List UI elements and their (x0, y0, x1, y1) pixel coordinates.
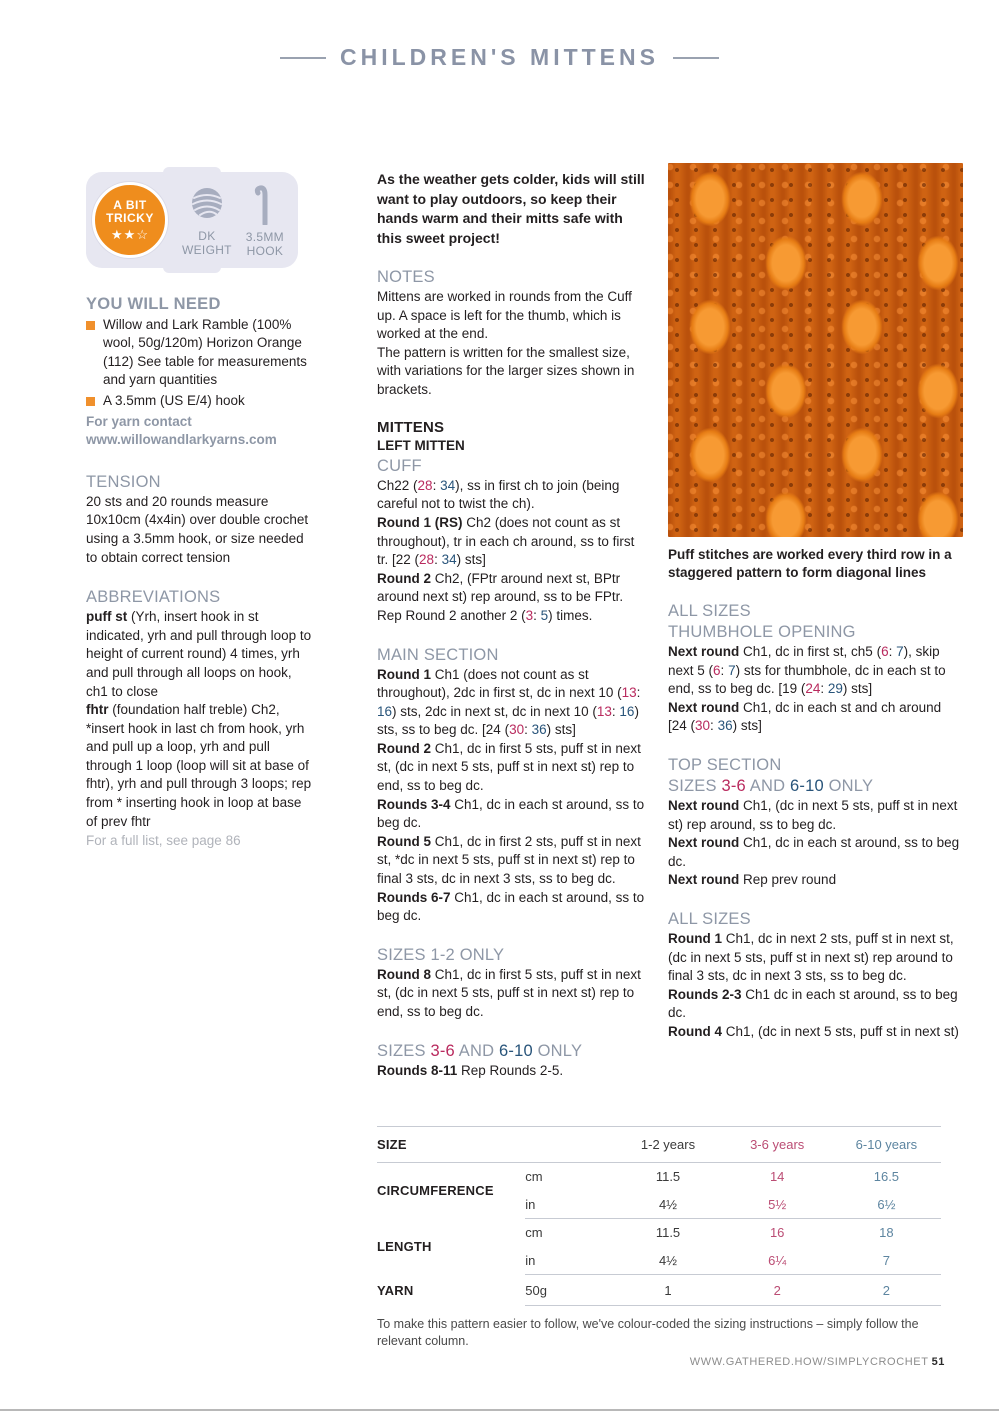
thumbhole-instructions (668, 643, 963, 736)
pattern-line: Round 2 Ch2, (FPtr around next st, BPtr around next st) rep around, ss to be FPtr. (377, 570, 624, 605)
yarn-contact-url: www.willowandlarkyarns.com (86, 432, 277, 448)
footer-url: WWW.GATHERED.HOW/SIMPLYCROCHET (689, 1356, 929, 1368)
col-header-6-10: 6-10 years (832, 1127, 941, 1163)
left-column (86, 172, 314, 851)
abbreviations-entries (86, 608, 314, 831)
top-section (668, 755, 963, 890)
tension-body: 20 sts and 20 rounds measure 10x10cm (4x4in) over double crochet using a 3.5mm hook, or size needed to obtain correct tension (86, 493, 309, 565)
pattern-line: Next round Ch1, dc in each st around, ss to beg dc. (668, 835, 960, 869)
yarn-label: YARN (377, 1282, 414, 1298)
bullet-square-icon (86, 321, 95, 330)
yarn-weight-badge (182, 184, 232, 257)
pattern-line: Round 1 Ch1, dc in next 2 sts, puff st in next st, (dc in next 5 sts, puff st in next st) rep around to final 3 sts, dc in next 3 sts, ss to beg dc. (668, 930, 954, 984)
mittens-heading: MITTENS (377, 418, 445, 436)
left-mitten-heading: LEFT MITTEN (377, 438, 465, 454)
yarn-contact-label: For yarn contact (86, 413, 192, 429)
pattern-line: Rep Round 2 another 2 (3: 5) times. (377, 607, 593, 623)
pattern-line: Next round Rep prev round (668, 872, 837, 888)
yarn-ball-icon (187, 184, 227, 224)
difficulty-stars-icon: ★★☆ (111, 226, 149, 242)
top-section-sizes-heading: SIZES 3-6 AND 6-10 ONLY (668, 776, 874, 795)
main-section-instructions (377, 666, 649, 926)
notes-heading: NOTES (377, 268, 435, 286)
main-section-heading: MAIN SECTION (377, 645, 499, 664)
tension-heading: TENSION (86, 472, 161, 491)
col-header-3-6: 3-6 years (723, 1127, 832, 1163)
sizes-3-6-10-heading: SIZES 3-6 AND 6-10 ONLY (377, 1041, 583, 1060)
page-header (0, 44, 999, 71)
thumbhole-heading: THUMBHOLE OPENING (668, 623, 856, 641)
bullet-square-icon (86, 397, 95, 406)
pattern-line: Next round Ch1, (dc in next 5 sts, puff st in next st) rep around, ss to beg dc. (668, 797, 958, 832)
you-will-need-section (86, 295, 314, 450)
sizes-1-2-section (377, 945, 649, 1022)
sizes-1-2-instructions (377, 966, 649, 1022)
title-rule-left (280, 57, 326, 59)
materials-list-item: Willow and Lark Ramble (100% wool, 50g/120m) Horizon Orange (112) See table for measurements and yarn quantities (86, 316, 314, 390)
pattern-line: Rounds 3-4 Ch1, dc in each st around, ss to beg dc. (377, 796, 645, 831)
cuff-heading: CUFF (377, 456, 422, 475)
difficulty-badge (92, 182, 168, 258)
hook-size-badge (246, 183, 284, 258)
difficulty-label-line2: TRICKY (106, 210, 154, 225)
top-section-instructions (668, 797, 963, 890)
difficulty-label-line1: A BIT (113, 197, 147, 212)
materials-list-item: A 3.5mm (US E/4) hook (86, 392, 314, 411)
page-footer (690, 1356, 945, 1368)
page-title: CHILDREN'S MITTENS (340, 44, 659, 70)
mittens-section (377, 419, 649, 626)
materials-list (86, 316, 314, 411)
cuff-instructions (377, 477, 649, 626)
crochet-swatch-photo (668, 163, 963, 537)
middle-column (377, 170, 649, 1080)
title-rule-right (673, 57, 719, 59)
pattern-line: Round 5 Ch1, dc in first 2 sts, puff st in next st, *dc in next 5 sts, puff st in next st) rep to final 3 sts, dc in next 3 sts, ss to beg dc. (377, 833, 641, 887)
sizing-table-section (377, 1126, 941, 1349)
all-sizes-end-section (668, 909, 963, 1042)
notes-paragraph: Mittens are worked in rounds from the Cuff up. A space is left for the thumb, which is worked at the end. (377, 289, 632, 342)
notes-section (377, 267, 649, 400)
page-number: 51 (931, 1356, 945, 1368)
size-row-label: SIZE (377, 1127, 525, 1163)
pattern-line: Round 1 Ch1 (does not count as st throughout), 2dc in first st, dc in next 10 (13: 16) sts, 2dc in next st, dc in next 10 (13: 16) sts, ss to beg dc. [24 (30: 36) sts] (377, 666, 641, 738)
yarn-weight-label: DK WEIGHT (182, 228, 232, 257)
length-label: LENGTH (377, 1239, 432, 1254)
you-will-need-heading: YOU WILL NEED (86, 295, 221, 313)
thumbhole-section (668, 601, 963, 736)
difficulty-plaque (86, 172, 298, 268)
pattern-line: Round 8 Ch1, dc in first 5 sts, puff st in next st, (dc in next 5 sts, puff st in next st) rep to end, ss to beg dc. (377, 966, 641, 1019)
sizes-3-6-10-section (377, 1041, 649, 1081)
sizes-1-2-heading: SIZES 1-2 ONLY (377, 945, 505, 964)
photo-caption: Puff stitches are worked every third row in a staggered pattern to form diagonal lines (668, 547, 952, 580)
pattern-line: Ch22 (28: 34), ss in first ch to join (being careful not to twist the ch). (377, 477, 620, 512)
table-note: To make this pattern easier to follow, we've colour-coded the sizing instructions – simply follow the relevant column. (377, 1317, 919, 1348)
page-edge (0, 1409, 999, 1411)
all-sizes-heading: ALL SIZES (668, 602, 751, 620)
pattern-line: Next round Ch1, dc in first st, ch5 (6: 7), skip next 5 (6: 7) sts for thumbhole, dc in each st to end, ss to beg dc. [19 (24: 29) sts] (668, 644, 946, 697)
all-sizes-end-heading: ALL SIZES (668, 909, 751, 928)
crochet-hook-icon (254, 183, 276, 225)
circumference-label: CIRCUMFERENCE (377, 1183, 494, 1199)
pattern-line: Round 4 Ch1, (dc in next 5 sts, puff st in next st) (668, 1023, 959, 1039)
notes-paragraph: The pattern is written for the smallest size, with variations for the larger sizes shown in brackets. (377, 344, 635, 397)
pattern-line: fhtr (foundation half treble) Ch2, *insert hook in last ch from hook, yrh and pull up a loop, yrh and pull through 1 loop (loop will sit at base of fhtr), yrh and pull through 3 loops; rep from * inserting hook in loop at base of prev fhtr (86, 702, 312, 829)
abbreviations-section (86, 587, 314, 851)
top-section-heading: TOP SECTION (668, 755, 782, 774)
sizes-3-6-10-instructions (377, 1062, 649, 1081)
all-sizes-end-instructions (668, 930, 963, 1042)
abbreviations-heading: ABBREVIATIONS (86, 588, 221, 607)
col-header-1-2: 1-2 years (613, 1127, 722, 1163)
main-section (377, 645, 649, 926)
pattern-line: Rounds 8-11 Rep Rounds 2-5. (377, 1062, 564, 1078)
pattern-line: Round 2 Ch1, dc in first 5 sts, puff st in next st, (dc in next 5 sts, puff st in next st) rep to end, ss to beg dc. (377, 740, 641, 794)
hook-size-label: 3.5MM HOOK (245, 229, 284, 258)
tension-section (86, 472, 314, 567)
pattern-line: Rounds 2-3 Ch1 dc in each st around, ss to beg dc. (668, 986, 958, 1021)
abbreviations-footnote: For a full list, see page 86 (86, 833, 241, 849)
sizing-table: SIZE 1-2 years 3-6 years 6-10 years CIRCUMFERENCE cm 11.5 14 16.5 in 4½ 5½ 6½ LENGTH cm 11.5 16 18 in 4½ 6¼ 7 YARN 50g 1 2 2 (377, 1126, 941, 1306)
pattern-line: puff st (Yrh, insert hook in st indicated, yrh and pull through loop to height of current round) 4 times, yrh and pull through all loops on hook, ch1 to close (86, 609, 312, 699)
intro-text: As the weather gets colder, kids will still want to play outdoors, so keep their hands warm and their mitts safe with this sweet project! (377, 171, 645, 246)
pattern-line: Round 1 (RS) Ch2 (does not count as st throughout), tr in each ch around, ss to first tr. [22 (28: 34) sts] (377, 514, 635, 568)
pattern-line: Rounds 6-7 Ch1, dc in each st around, ss to beg dc. (377, 889, 645, 924)
pattern-line: Next round Ch1, dc in each st and ch around [24 (30: 36) sts] (668, 699, 942, 734)
right-column (668, 163, 963, 1042)
